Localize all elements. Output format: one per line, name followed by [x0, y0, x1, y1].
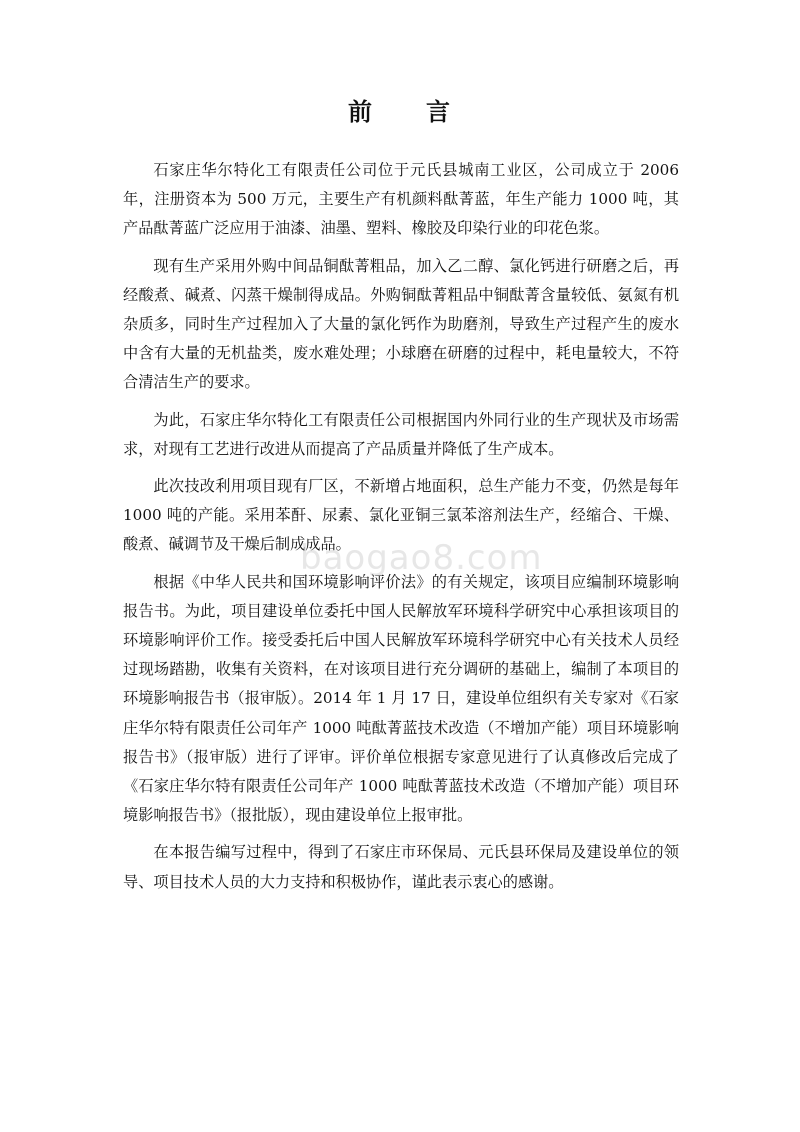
paragraph-eia-process: 根据《中华人民共和国环境影响评价法》的有关规定，该项目应编制环境影响报告书。为此，项目建设单位委托中国人民解放军环境科学研究中心承担该项目的环境影响评价工作。接受委托后中国人民解放军环境科学研究中心有关技术人员经过现场踏勘，收集有关资料，在对该项目进行充分调研的基础上，编制了本项目的环境影响报告书（报审版）。2014 年 1 月 17 日，建设单位组织有关专家对《石家庄华尔特有限责任公司年产 1000 吨酞菁蓝技术改造（不增加产能）项目环境影响报告书》（报审版）进行了评审。评价单位根据专家意见进行了认真修改后完成了《石家庄华尔特有限责任公司年产 1000 吨酞菁蓝技术改造（不增加产能）项目环境影响报告书》（报批版），现由建设单位上报审批。	[123, 572, 679, 825]
title-char-left: 前	[348, 97, 374, 126]
watermark-text: baogao8.com	[300, 538, 543, 578]
paragraph-acknowledgement: 在本报告编写过程中，得到了石家庄市环保局、元氏县环保局及建设单位的领导、项目技术人员的大力支持和积极协作，谨此表示衷心的感谢。	[123, 843, 679, 891]
title-char-right: 言	[426, 97, 452, 126]
paragraph-improvement: 为此，石家庄华尔特化工有限责任公司根据国内外同行业的生产现状及市场需求，对现有工艺进行改进从而提高了产品质量并降低了生产成本。	[123, 410, 679, 458]
paragraph-current-process: 现有生产采用外购中间品铜酞菁粗品，加入乙二醇、氯化钙进行研磨之后，再经酸煮、碱煮、闪蒸干燥制得成品。外购铜酞菁粗品中铜酞菁含量较低、氨氮有机杂质多，同时生产过程加入了大量的氯化钙作为助磨剂，导致生产过程产生的废水中含有大量的无机盐类，废水难处理；小球磨在研磨的过程中，耗电量较大，不符合清洁生产的要求。	[123, 256, 679, 392]
preface-body	[123, 156, 679, 905]
paragraph-technical-upgrade: 此次技改利用项目现有厂区，不新增占地面积，总生产能力不变，仍然是每年 1000 吨的产能。采用苯酐、尿素、氯化亚铜三氯苯溶剂法生产，经缩合、干燥、酸煮、碱调节及干燥后制成成品。	[123, 477, 679, 554]
page-title	[0, 92, 800, 132]
paragraph-company-intro: 石家庄华尔特化工有限责任公司位于元氏县城南工业区，公司成立于 2006 年，注册资本为 500 万元，主要生产有机颜料酞菁蓝，年生产能力 1000 吨，其产品酞菁蓝广泛应用于油漆、油墨、塑料、橡胶及印染行业的印花色浆。	[123, 161, 679, 238]
